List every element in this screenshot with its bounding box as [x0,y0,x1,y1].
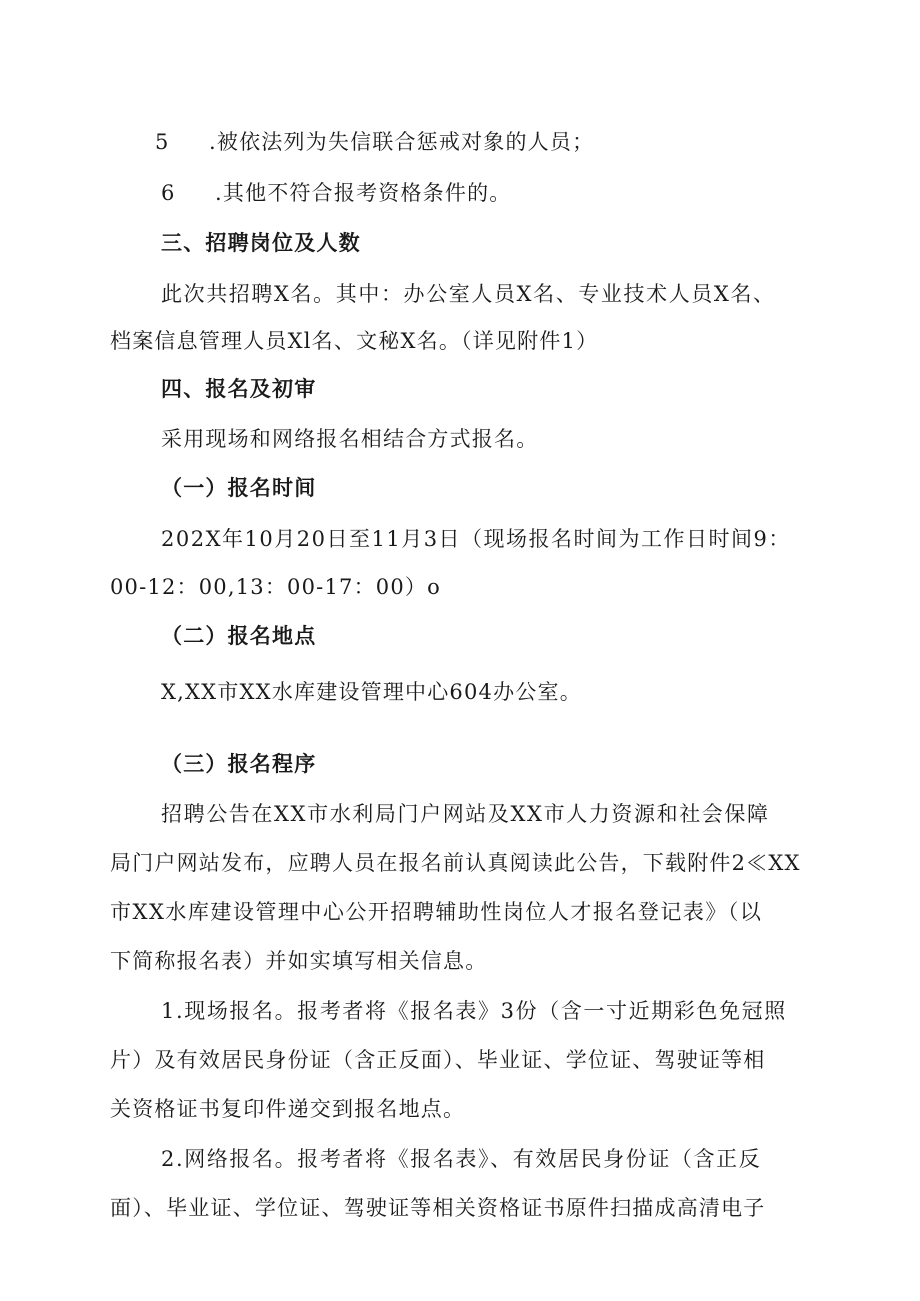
paragraph-line: 局门户网站发布，应聘人员在报名前认真阅读此公告，下载附件2≪XX [110,851,801,875]
paragraph-line: 关资格证书复印件递交到报名地点。 [110,1097,466,1121]
section-heading-4: 四、报名及初审 [161,376,317,401]
paragraph-line: 下简称报名表）并如实填写相关信息。 [110,949,488,973]
list-item-number: 5 [155,130,170,154]
subsection-heading-3: （三）报名程序 [161,751,317,776]
paragraph-line: 1.现场报名。报考者将《报名表》3份（含一寸近期彩色免冠照 [161,999,787,1023]
paragraph-line: 202X年10月20日至11月3日（现场报名时间为工作日时间9： [161,527,791,551]
paragraph-line: 此次共招聘X名。其中：办公室人员X名、专业技术人员X名、 [161,282,776,306]
paragraph-line: X,XX市XX水库建设管理中心604办公室。 [161,680,582,704]
list-item-text: .其他不符合报考资格条件的。 [215,181,512,205]
paragraph-line: 2.网络报名。报考者将《报名表》、有效居民身份证（含正反 [161,1147,762,1171]
paragraph-line: 面）、毕业证、学位证、驾驶证等相关资格证书原件扫描成高清电子 [110,1196,766,1220]
list-item-number: 6 [161,181,176,205]
section-heading-3: 三、招聘岗位及人数 [161,230,361,255]
subsection-heading-1: （一）报名时间 [161,475,317,500]
list-item-text: .被依法列为失信联合惩戒对象的人员； [209,130,595,154]
paragraph-line: 招聘公告在XX市水利局门户网站及XX市人力资源和社会保障 [161,802,770,826]
list-item-6 [161,178,511,208]
paragraph-line: 采用现场和网络报名相结合方式报名。 [161,427,539,451]
paragraph-line: 片）及有效居民身份证（含正反面）、毕业证、学位证、驾驶证等相 [110,1048,766,1072]
subsection-heading-2: （二）报名地点 [161,623,317,648]
paragraph-line: 档案信息管理人员Xl名、文秘X名。（详见附件1） [110,329,599,353]
paragraph-line: 市XX水库建设管理中心公开招聘辅助性岗位人才报名登记表》（以 [110,900,763,924]
list-item-5 [155,127,594,157]
paragraph-line: 00-12：00,13：00-17：00）o [110,575,441,599]
